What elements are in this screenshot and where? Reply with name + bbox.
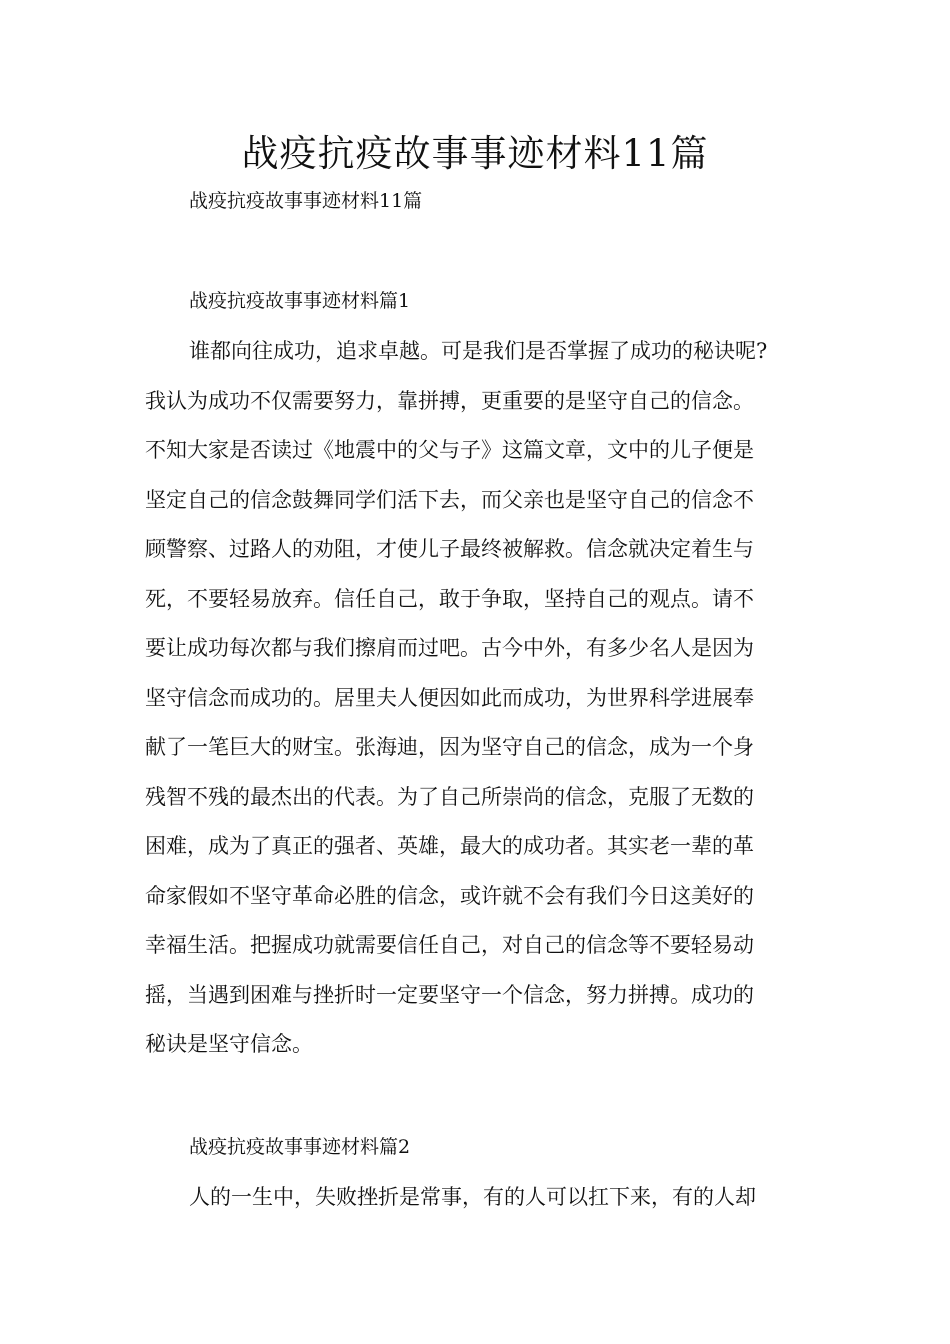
- section-heading-1: 战疫抗疫故事事迹材料篇1: [189, 290, 411, 312]
- paragraph-line: 我认为成功不仅需要努力，靠拼搏，更重要的是坚守自己的信念。: [145, 388, 754, 413]
- paragraph-line: 幸福生活。把握成功就需要信任自己，对自己的信念等不要轻易动: [145, 933, 754, 957]
- paragraph-line: 顾警察、过路人的劝阻，才使儿子最终被解救。信念就决定着生与: [145, 537, 754, 561]
- paragraph-line: 死，不要轻易放弃。信任自己，敢于争取，坚持自己的观点。请不: [145, 586, 754, 611]
- section-2-paragraph: [145, 1173, 811, 1223]
- paragraph-line: 摇，当遇到困难与挫折时一定要坚守一个信念，努力拼搏。成功的: [145, 982, 754, 1007]
- paragraph-line: 秘诀是坚守信念。: [145, 1032, 313, 1056]
- paragraph-line: 困难，成为了真正的强者、英雄，最大的成功者。其实老一辈的革: [145, 834, 754, 858]
- paragraph-line: 谁都向往成功，追求卓越。可是我们是否掌握了成功的秘诀呢?: [189, 339, 768, 363]
- document-subtitle: 战疫抗疫故事事迹材料11篇: [189, 190, 423, 212]
- section-heading-2: 战疫抗疫故事事迹材料篇2: [189, 1136, 411, 1158]
- paragraph-line: 命家假如不坚守革命必胜的信念，或许就不会有我们今日这美好的: [145, 883, 754, 908]
- paragraph-line: 人的一生中，失败挫折是常事，有的人可以扛下来，有的人却: [189, 1185, 756, 1209]
- paragraph-line: 要让成功每次都与我们擦肩而过吧。古今中外，有多少名人是因为: [145, 636, 754, 660]
- paragraph-line: 不知大家是否读过《地震中的父与子》这篇文章，文中的儿子便是: [145, 438, 754, 462]
- document-title: 战疫抗疫故事事迹材料11篇: [241, 132, 709, 175]
- section-1-paragraph: [145, 327, 811, 1070]
- paragraph-line: 坚守信念而成功的。居里夫人便因如此而成功，为世界科学进展奉: [145, 685, 754, 710]
- paragraph-line: 坚定自己的信念鼓舞同学们活下去，而父亲也是坚守自己的信念不: [145, 487, 754, 512]
- paragraph-line: 残智不残的最杰出的代表。为了自己所崇尚的信念，克服了无数的: [145, 784, 754, 809]
- paragraph-line: 献了一笔巨大的财宝。张海迪，因为坚守自己的信念，成为一个身: [145, 735, 754, 759]
